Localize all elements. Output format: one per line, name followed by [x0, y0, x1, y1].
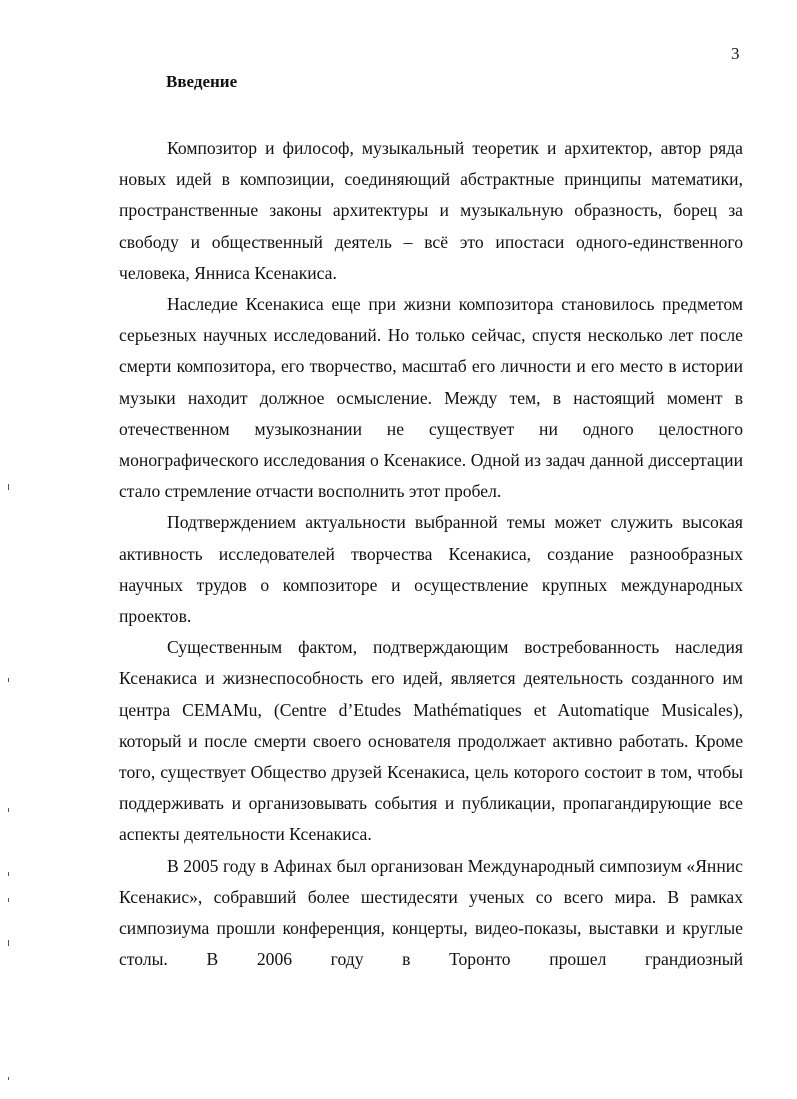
- page-number: 3: [731, 44, 740, 63]
- body-text: [119, 133, 743, 975]
- scan-mark: [8, 898, 9, 902]
- scan-mark: [8, 1077, 9, 1080]
- section-heading: Введение: [166, 72, 238, 91]
- scan-mark: [8, 872, 9, 876]
- paragraph-5: В 2005 году в Афинах был организован Международный симпозиум «Яннис Ксенакис», собравший более шестидесяти ученых со всего мира. В рамках симпозиума прошли конференция, концерты, видео-показы, выставки и круглые столы. В 2006 году в Торонто прошел грандиозный: [119, 855, 743, 970]
- paragraph-2: Наследие Ксенакиса еще при жизни композитора становилось предметом серьезных научных исследований. Но только сейчас, спустя несколько лет после смерти композитора, его творчество, масштаб его личности и его место в истории музыки находит должное осмысление. Между тем, в настоящий момент в отечественном музыкознании не существует ни одного целостного монографического исследования о Ксенакисе. Одной из задач данной диссертации стало стремление отчасти восполнить этот пробел.: [119, 294, 743, 502]
- paragraph-1: Композитор и философ, музыкальный теоретик и архитектор, автор ряда новых идей в композиции, соединяющий абстрактные принципы математики, пространственные законы архитектуры и музыкальную образность, борец за свободу и общественный деятель – всё это ипостаси одного-единственного человека, Янниса Ксенакиса.: [119, 138, 743, 283]
- paragraph-4: Существенным фактом, подтверждающим востребованность наследия Ксенакиса и жизнеспособность его идей, является деятельность созданного им центра CEMAMu, (Centre d’Etudes Mathématiques et Automatique Musicales), который и после смерти своего основателя продолжает активно работать. Кроме того, существует Общество друзей Ксенакиса, цель которого состоит в том, чтобы поддерживать и организовывать события и публикации, пропагандирующие все аспекты деятельности Ксенакиса.: [119, 637, 743, 845]
- scan-mark: [8, 678, 9, 682]
- paragraph-3: Подтверждением актуальности выбранной темы может служить высокая активность исследователей творчества Ксенакиса, создание разнообразных научных трудов о композиторе и осуществление крупных международных проектов.: [119, 512, 743, 627]
- scan-mark: [8, 940, 9, 946]
- scan-mark: [8, 808, 9, 812]
- scan-mark: [8, 484, 9, 490]
